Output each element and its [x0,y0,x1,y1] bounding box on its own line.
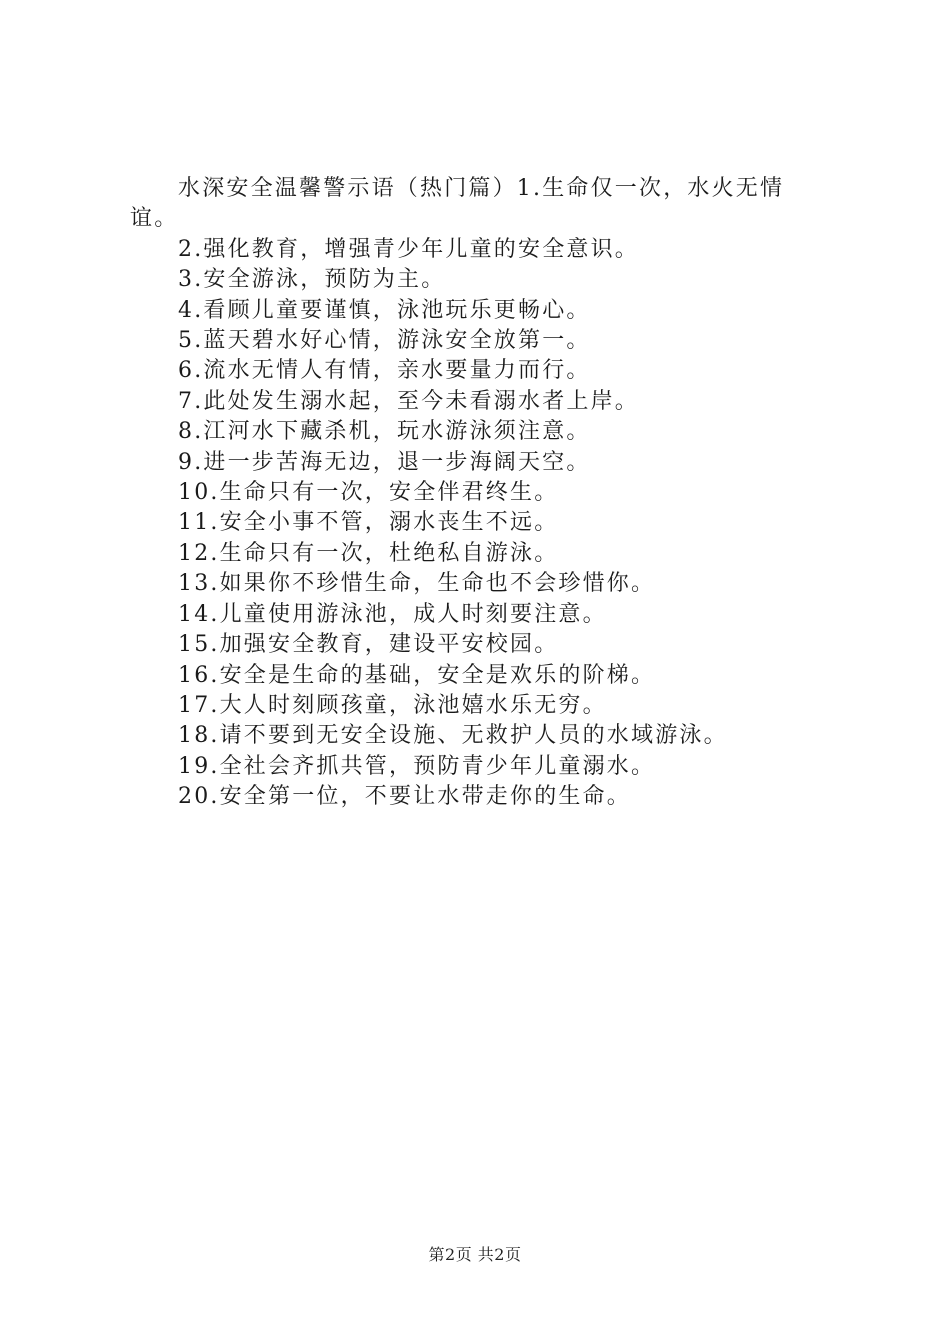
list-item: 17.大人时刻顾孩童，泳池嬉水乐无穷。 [178,692,607,718]
list-item: 11.安全小事不管，溺水丧生不远。 [178,510,559,536]
list-item: 6.流水无情人有情，亲水要量力而行。 [178,358,591,384]
list-item: 14.儿童使用游泳池，成人时刻要注意。 [178,601,607,627]
page-number-footer: 第2页 共2页 [428,1245,522,1264]
list-item: 20.安全第一位，不要让水带走你的生命。 [178,784,631,810]
list-item: 13.如果你不珍惜生命，生命也不会珍惜你。 [178,571,656,597]
list-item: 19.全社会齐抓共管，预防青少年儿童溺水。 [178,753,656,779]
slogan-list [130,235,830,813]
intro-paragraph: 水深安全温馨警示语（热门篇）1.生命仅一次，水火无情谊。 [130,176,785,232]
document-body [130,174,830,813]
list-item: 8.江河水下藏杀机，玩水游泳须注意。 [178,419,591,445]
list-item: 3.安全游泳，预防为主。 [178,267,446,293]
list-item: 5.蓝天碧水好心情，游泳安全放第一。 [178,328,591,354]
list-item: 18.请不要到无安全设施、无救护人员的水域游泳。 [178,723,728,749]
list-item: 7.此处发生溺水起，至今未看溺水者上岸。 [178,388,639,414]
list-item: 4.看顾儿童要谨慎，泳池玩乐更畅心。 [178,297,591,323]
list-item: 9.进一步苦海无边，退一步海阔天空。 [178,449,591,475]
list-item: 10.生命只有一次，安全伴君终生。 [178,480,559,506]
list-item: 16.安全是生命的基础，安全是欢乐的阶梯。 [178,662,656,688]
list-item: 12.生命只有一次，杜绝私自游泳。 [178,540,559,566]
list-item: 15.加强安全教育，建设平安校园。 [178,632,559,658]
list-item: 2.强化教育，增强青少年儿童的安全意识。 [178,236,639,262]
